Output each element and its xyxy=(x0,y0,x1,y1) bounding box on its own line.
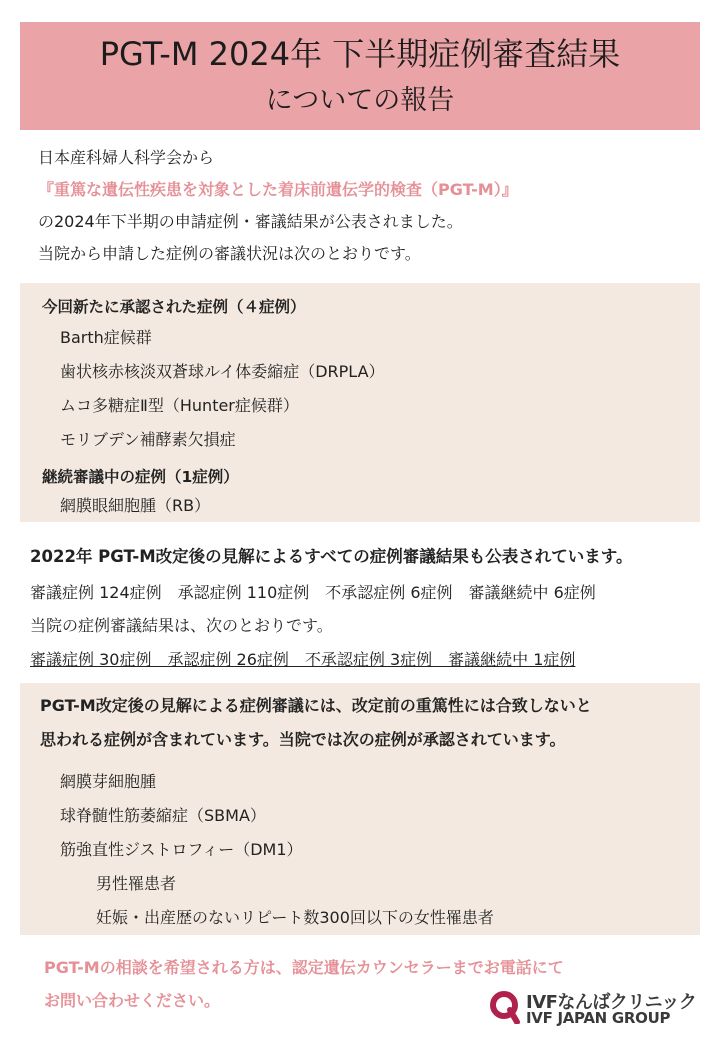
revised-subitem: 男性罹患者 xyxy=(96,874,177,893)
revised-text: PGT-M改定後の見解による症例審議には、改定前の重篤性には合致しないと xyxy=(40,696,592,715)
revised-item: 網膜芽細胞腫 xyxy=(60,772,157,791)
revised-text: 思われる症例が含まれています。当院では次の症例が承認されています。 xyxy=(40,730,566,749)
continuing-item: 網膜眼細胞腫（RB） xyxy=(60,496,211,515)
footer-contact: PGT-Mの相談を希望される方は、認定遺伝カウンセラーまでお電話にて xyxy=(44,958,564,977)
intro-line: 当院から申請した症例の審議状況は次のとおりです。 xyxy=(38,244,421,263)
clinic-logo-name: IVFなんばクリニック xyxy=(526,992,697,1013)
clinic-logo-icon xyxy=(488,990,522,1024)
intro-line: の2024年下半期の申請症例・審議結果が公表されました。 xyxy=(38,212,463,231)
intro-highlight: 『重篤な遺伝性疾患を対象とした着床前遺伝学的検査（PGT-M）』 xyxy=(38,180,518,199)
clinic-results: 審議症例 30症例 承認症例 26症例 不承認症例 3症例 審議継続中 1症例 xyxy=(30,650,576,669)
approved-item: 歯状核赤核淡双蒼球ルイ体委縮症（DRPLA） xyxy=(60,362,385,381)
approved-item: ムコ多糖症Ⅱ型（Hunter症候群） xyxy=(60,396,299,415)
revised-item: 球脊髄性筋萎縮症（SBMA） xyxy=(60,806,266,825)
approved-item: Barth症候群 xyxy=(60,328,152,347)
approved-cases-box xyxy=(20,283,700,522)
intro-line: 日本産科婦人科学会から xyxy=(38,148,215,167)
clinic-logo xyxy=(488,988,700,1028)
approved-heading: 今回新たに承認された症例（４症例） xyxy=(42,298,306,316)
results-2022-heading: 2022年 PGT-M改定後の見解によるすべての症例審議結果も公表されています。 xyxy=(30,547,633,566)
title-banner xyxy=(20,22,700,130)
continuing-heading: 継続審議中の症例（1症例） xyxy=(42,468,239,486)
clinic-results-intro: 当院の症例審議結果は、次のとおりです。 xyxy=(30,616,333,635)
revised-item: 筋強直性ジストロフィー（DM1） xyxy=(60,840,303,859)
clinic-logo-group: IVF JAPAN GROUP xyxy=(526,1009,671,1027)
approved-item: モリブデン補酵素欠損症 xyxy=(60,430,236,449)
page-subtitle: についての報告 xyxy=(265,85,455,116)
revised-subitem: 妊娠・出産歴のないリピート数300回以下の女性罹患者 xyxy=(96,908,494,927)
intro-section xyxy=(38,142,698,270)
page-title: PGT-M 2024年 下半期症例審査結果 xyxy=(99,35,621,73)
footer-contact: お問い合わせください。 xyxy=(44,991,221,1010)
national-results: 審議症例 124症例 承認症例 110症例 不承認症例 6症例 審議継続中 6症例 xyxy=(30,583,596,602)
revised-cases-box xyxy=(20,683,700,935)
